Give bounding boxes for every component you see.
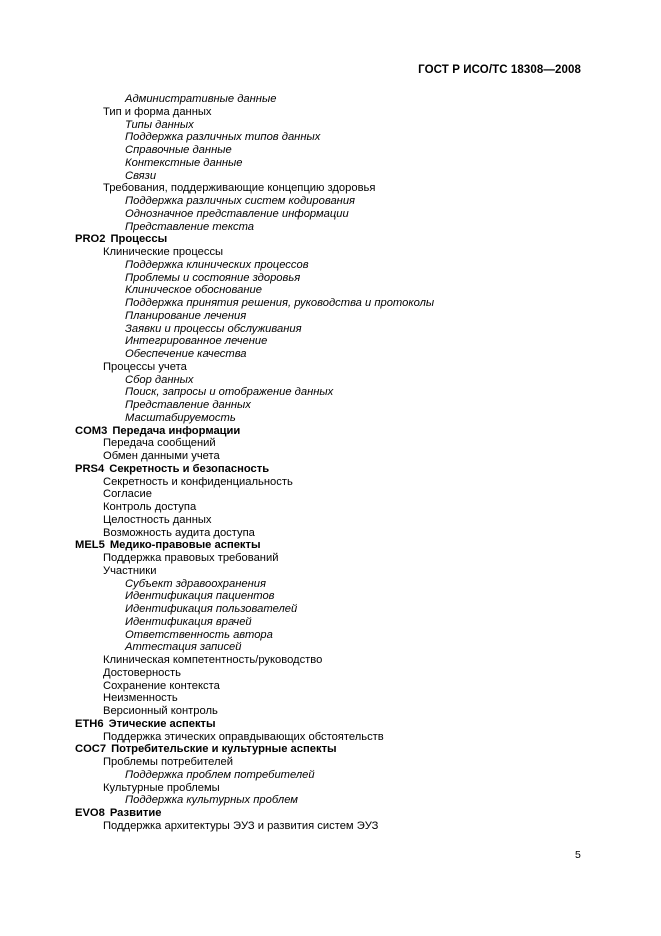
outline-subitem: Поддержка клинических процессов (125, 258, 309, 271)
section-heading (75, 463, 269, 476)
outline-item: Клиническая компетентность/руководство (103, 654, 323, 666)
outline-subitem: Однозначное представление информации (125, 207, 349, 220)
section-code: PRS4 (75, 462, 105, 475)
outline-item: Неизменность (103, 692, 178, 705)
outline-subitem: Ответственность автора (125, 628, 273, 641)
outline-subitem: Контекстные данные (125, 156, 243, 169)
section-heading (75, 539, 261, 552)
section-code: EVO8 (75, 807, 105, 819)
outline-item: Возможность аудита доступа (103, 526, 255, 539)
section-title: Секретность и безопасность (109, 462, 270, 475)
outline-subitem: Поддержка культурных проблем (125, 794, 298, 807)
outline-subitem: Планирование лечения (125, 309, 247, 322)
section-title: Развитие (109, 807, 162, 819)
outline-item: Версионный контроль (103, 705, 218, 717)
outline-subitem: Представление данных (125, 399, 251, 411)
section-code: COM3 (75, 424, 108, 437)
outline-subitem: Аттестация записей (125, 641, 242, 654)
outline-item: Участники (103, 564, 157, 577)
outline-item: Секретность и конфиденциальность (103, 475, 293, 488)
outline-item: Клинические процессы (103, 246, 224, 258)
section-heading (75, 718, 216, 731)
outline-subitem: Связи (125, 169, 157, 182)
outline-subitem: Идентификация врачей (125, 615, 252, 628)
section-code: ETH6 (75, 717, 104, 730)
outline-item: Целостность данных (103, 513, 212, 526)
section-title: Процессы (110, 233, 168, 246)
section-heading (75, 807, 161, 820)
outline-subitem: Идентификация пациентов (125, 590, 275, 603)
outline-subitem: Административные данные (125, 93, 277, 105)
outline-item: Контроль доступа (103, 501, 197, 513)
section-heading (75, 425, 240, 438)
outline-subitem: Субъект здравоохранения (125, 577, 266, 590)
outline-subitem: Представление текста (125, 220, 255, 233)
outline-item: Тип и форма данных (103, 105, 212, 118)
outline-subitem: Поддержка проблем потребителей (125, 768, 315, 781)
section-heading (75, 233, 167, 246)
outline-item: Обмен данными учета (103, 450, 220, 462)
outline-item: Требования, поддерживающие концепцию здоровья (103, 182, 376, 195)
outline-subitem: Справочные данные (125, 144, 232, 156)
outline-subitem: Масштабируемость (125, 411, 236, 424)
section-title: Передача информации (112, 424, 241, 437)
outline-subitem: Поиск, запросы и отображение данных (125, 386, 334, 399)
outline-item: Культурные проблемы (103, 781, 220, 794)
outline-item: Поддержка этических оправдывающих обстоятельств (103, 730, 384, 743)
outline-item: Сохранение контекста (103, 679, 220, 692)
outline-subitem: Обеспечение качества (125, 348, 247, 360)
section-title: Потребительские и культурные аспекты (111, 743, 337, 756)
outline-subitem: Поддержка принятия решения, руководства и протоколы (125, 297, 435, 309)
outline-item: Согласие (103, 488, 152, 501)
page-number: 5 (575, 849, 581, 861)
outline-item: Поддержка архитектуры ЭУЗ и развития систем ЭУЗ (103, 819, 379, 832)
section-title: Этические аспекты (108, 717, 216, 730)
outline-item: Проблемы потребителей (103, 756, 233, 768)
outline-item: Передача сообщений (103, 437, 216, 450)
outline-subitem: Типы данных (125, 118, 194, 131)
outline-subitem: Проблемы и состояние здоровья (125, 271, 301, 284)
document-header: ГОСТ Р ИСО/ТС 18308—2008 (418, 64, 581, 76)
outline-subitem: Клиническое обоснование (125, 284, 262, 297)
section-code: PRO2 (75, 233, 106, 246)
outline-subitem: Поддержка различных систем кодирования (125, 195, 356, 207)
section-title: Медико-правовые аспекты (109, 539, 261, 552)
outline-subitem: Заявки и процессы обслуживания (125, 322, 302, 335)
outline-item: Процессы учета (103, 360, 187, 373)
outline-item: Достоверность (103, 666, 181, 679)
outline-item: Поддержка правовых требований (103, 552, 279, 564)
section-heading (75, 743, 337, 756)
section-code: COC7 (75, 743, 107, 756)
outline-subitem: Поддержка различных типов данных (125, 131, 321, 144)
section-code: MEL5 (75, 539, 105, 552)
outline-subitem: Идентификация пользователей (125, 603, 298, 615)
outline-subitem: Сбор данных (125, 373, 194, 386)
outline-subitem: Интегрированное лечение (125, 335, 268, 348)
